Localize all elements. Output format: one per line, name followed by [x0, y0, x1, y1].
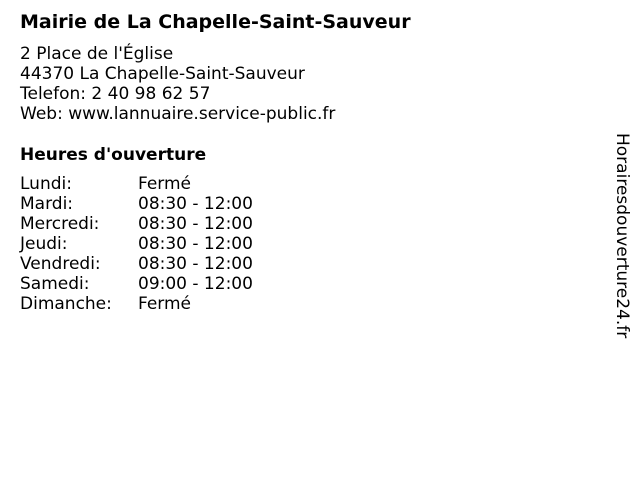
hours-value: 08:30 - 12:00	[138, 194, 253, 214]
contact-info	[20, 44, 600, 124]
opening-hours-title: Heures d'ouverture	[20, 145, 207, 165]
page-title: Mairie de La Chapelle-Saint-Sauveur	[20, 11, 411, 33]
hours-value: 09:00 - 12:00	[138, 274, 253, 294]
hours-value: Fermé	[138, 174, 192, 194]
hours-row-thursday	[20, 234, 600, 254]
phone-number: Telefon: 2 40 98 62 57	[20, 84, 211, 104]
hours-value: 08:30 - 12:00	[138, 254, 253, 274]
hours-row-wednesday	[20, 214, 600, 234]
day-label: Lundi:	[20, 174, 72, 194]
city-address: 44370 La Chapelle-Saint-Sauveur	[20, 64, 305, 84]
day-label: Mercredi:	[20, 214, 100, 234]
street-address: 2 Place de l'Église	[20, 44, 174, 64]
hours-row-saturday	[20, 274, 600, 294]
day-label: Samedi:	[20, 274, 90, 294]
day-label: Mardi:	[20, 194, 74, 214]
site-watermark: Horairesdouverture24.fr	[612, 133, 632, 339]
hours-row-friday	[20, 254, 600, 274]
hours-value: Fermé	[138, 294, 192, 314]
hours-row-sunday	[20, 294, 600, 314]
day-label: Jeudi:	[20, 234, 68, 254]
website-link[interactable]: Web: www.lannuaire.service-public.fr	[20, 104, 336, 124]
hours-row-monday	[20, 174, 600, 194]
day-label: Vendredi:	[20, 254, 101, 274]
hours-value: 08:30 - 12:00	[138, 214, 253, 234]
opening-hours-list	[20, 174, 600, 314]
office-card	[20, 10, 600, 314]
day-label: Dimanche:	[20, 294, 112, 314]
hours-row-tuesday	[20, 194, 600, 214]
hours-value: 08:30 - 12:00	[138, 234, 253, 254]
